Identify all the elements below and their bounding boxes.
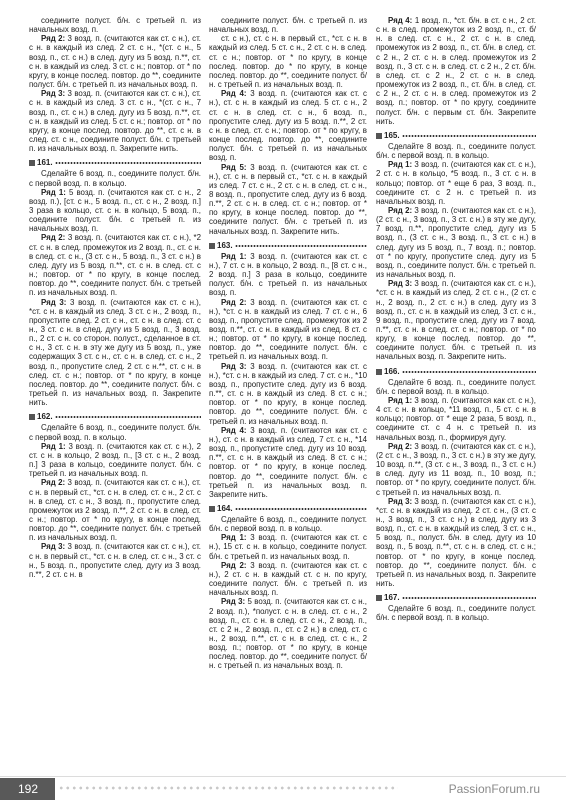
- instruction-paragraph: [376, 604, 536, 622]
- column-1: [29, 16, 201, 768]
- instruction-paragraph: [209, 298, 367, 362]
- heading-dots: [402, 596, 536, 600]
- row-label: Ряд 3:: [41, 542, 66, 552]
- instruction-text: 3 возд. п. (считаются как ст. с н.), ст. с н. в каждый из след. 3 ст. с н., *(ст. с н., 7 возд. п., ст. с н.) в след. дугу из 5 возд. п.**, ст. с н. в каждый из след. 5 ст. с н.; повтор. от * по кругу, в конце послед. повтор. до **, ст. с н. в след. ст. с н., соедините полуст. б/н. с третьей п. из начальных возд. п. Закрепите нить.: [29, 89, 201, 154]
- row-label: Ряд 3:: [221, 361, 247, 371]
- heading-dots: [55, 415, 201, 419]
- instruction-text: Сделайте 6 возд. п., соедините полуст. б/н. с первой возд. п. в кольцо.: [29, 423, 201, 442]
- instruction-paragraph: [209, 362, 367, 426]
- page-number: 192: [18, 782, 39, 796]
- row-label: Ряд 2:: [221, 297, 247, 307]
- instruction-paragraph: [209, 561, 367, 598]
- instruction-paragraph: [209, 252, 367, 298]
- instruction-paragraph: [209, 597, 367, 670]
- instruction-paragraph: [29, 542, 201, 579]
- row-label: Ряд 3:: [388, 496, 413, 506]
- instruction-text: 3 возд. п. (считаются как ст. с н.), ст. с н. в первый ст., *ст. с н. в след. ст. с н., 2 ст. с н. в след. ст. с н., 3 возд. п., пропустите след. промежуток из 2 возд. п.**, 2 ст. с н. в след. ст. с н.; повтор. от * по кругу, в конце послед. повтор. до **, соедините полуст. б/н. с третьей п. из начальных возд. п.: [29, 478, 201, 543]
- instruction-paragraph: [376, 142, 536, 160]
- row-label: Ряд 4:: [221, 425, 247, 435]
- instruction-paragraph: [209, 426, 367, 499]
- instruction-text: ст. с н.), ст. с н. в первый ст., *ст. с н. в каждый из след. 5 ст. с н., 2 ст. с н. в след. ст. с н.; повтор. от * по кругу, в конце послед. повтор. до * по кругу, в конце послед. повтор. до **, соедините полуст. б/н. с третьей п. из начальных возд. п.: [209, 34, 367, 90]
- instruction-text: 3 возд. п. (считаются как ст. с н.), *ст. с н. в каждый из след. 3 ст. с н., 2 возд. п., пропустите след. 2 ст. с н., ст. с н. в след. ст. с н., 3 ст. с н. в след. дугу из 5 возд. п., 3 возд. п., 2 ст. с н. со сторон. полуст., сделанное в ст. с н., 3 ст. с н. в эту же дугу из 5 возд. п., уже содержащих 3 ст. с н., ст. с н. в след. ст. с н., 2 возд. п., пропустите след. 2 ст. с н.**, ст. с н. в след. ст. с н.; повтор. от * по кругу, в конце послед. повтор. до **, соедините полуст. б/н. с третьей п. из начальных возд. п. Закрепите нить.: [29, 297, 201, 408]
- instruction-text: 3 возд. п. (считаются как ст. с н.), *ст. с н. в каждый из след. 7 ст. с н., *10 возд. п., пропустите след. дугу из 6 возд. п.**, ст. с н. в каждый из след. 8 ст. с н.; повтор. от * по кругу, в конце послед. повтор. до **, соедините полуст. б/н. с третьей п. из начальных возд. п.: [209, 361, 367, 426]
- instruction-paragraph: [29, 478, 201, 542]
- row-label: Ряд 1:: [41, 441, 66, 451]
- instruction-paragraph: [376, 442, 536, 497]
- square-bullet-icon: [29, 160, 35, 166]
- instruction-text: 3 возд. п. (считаются как ст. с н.), 4 ст. с н. в кольцо, *11 возд. п., 5 ст. с н. в кольцо; повтор. от * еще 2 раза, 5 возд. п., соедините ст. с 4 н. с третьей п. из начальных возд. п., формируя дугу.: [376, 395, 536, 442]
- instruction-paragraph: [376, 16, 536, 126]
- instruction-paragraph: [29, 34, 201, 89]
- instruction-paragraph: [376, 497, 536, 589]
- instruction-paragraph: [376, 160, 536, 206]
- pattern-number: 162.: [37, 412, 53, 422]
- instruction-text: 3 возд. п. (считаются как ст. с н.), (2 ст. с н., 3 возд. п., 3 ст. с н.) в эту же дугу, 7 возд. п.**, пропустите след. дугу из 5 возд. п., (3 ст. с н., 3 возд. п., 3 ст. с н.) в след. дугу из 5 возд. п., 7 возд. п.; повтор. от * по кругу, пропустите след. дугу из 5 возд. п., соедините полуст. б/н. с третьей п. из начальных возд. п.: [376, 205, 536, 280]
- pattern-number: 161.: [37, 158, 53, 168]
- instruction-text: 3 возд. п. (считаются как ст. с н.), *ст. с н. в каждый из след. 2 ст. с н., (3 ст. с н., 3 возд. п., 3 ст. с н.) в след. дугу из 3 возд. п., ст. с н. в каждый из след. 3 ст. с н., 5 возд. п., полуст. б/н. в след. дугу из 10 возд. п., 5 возд. п.**, ст. с н. в след. ст. с н.; повтор. от * по кругу, в конце послед. повтор. до **, соедините полуст. б/н. с третьей п. из начальных возд. п. Закрепите нить.: [376, 496, 536, 589]
- pattern-heading: [29, 412, 201, 422]
- row-label: Ряд 2:: [41, 478, 66, 488]
- square-bullet-icon: [376, 133, 382, 139]
- pattern-number: 163.: [217, 240, 233, 250]
- instruction-paragraph: [209, 163, 367, 236]
- pattern-number: 164.: [217, 503, 233, 513]
- heading-dots: [235, 507, 367, 511]
- instruction-paragraph: [209, 34, 367, 89]
- instruction-text: 3 возд. п. (считаются как ст. с н.), *ст. с н. в каждый из след. 7 ст. с н., 6 возд. п., пропустите след. промежуток из 2 возд. п.**, ст. с н. в каждый из след. 8 ст. с н.; повтор. от * по кругу, в конце послед. повтор. до **, соедините полуст. б/н. с третьей п. из начальных возд. п.: [209, 297, 367, 362]
- instruction-text: Сделайте 6 возд. п., соедините полуст. б/н. с первой возд. п. в кольцо.: [29, 169, 201, 188]
- instruction-text: Сделайте 8 возд. п., соедините полуст. б/н. с первой возд. п. в кольцо.: [376, 141, 536, 161]
- row-label: Ряд 1:: [388, 395, 413, 405]
- footer-rule: [0, 776, 566, 777]
- instruction-text: 3 возд. п. (считаются как ст. с н.), ст. с н. в каждый из след. 7 ст. с н., *14 возд. п., пропустите след. дугу из 10 возд. п.**, ст. с н. в каждый из след. 8 ст. с н.; повтор. от * по кругу, в конце послед. повтор. до **, соедините полуст. б/н. с третьей п. из начальных возд. п. Закрепите нить.: [209, 425, 367, 499]
- instruction-paragraph: [29, 442, 201, 479]
- instruction-text: 3 возд. п. (считаются как ст. с н.), ст. с н. в первый ст., *ст. с н. в каждый из след. 7 ст. с н., 2 ст. с н. в след. ст. с н., 8 возд. п., пропустите след. дугу из 6 возд. п.**, 2 ст. с н. в след. ст. с н.; повтор. от * по кругу, в конце послед. повтор. до **, соедините полуст. б/н. с третьей п. из начальных возд. п. Закрепите нить.: [209, 162, 367, 236]
- instruction-text: 3 возд. п. (считаются как ст. с н.), 2 ст. с н. в кольцо, *5 возд. п., 3 ст. с н. в кольцо; повтор. от * еще 6 раз, 3 возд. п., соедините ст. с 2 н. с третьей п. из начальных возд. п.: [376, 160, 536, 206]
- instruction-paragraph: [209, 16, 367, 34]
- instruction-text: Сделайте 6 возд. п., соедините полуст. б/н. с первой возд. п. в кольцо.: [376, 377, 536, 396]
- row-label: Ряд 2:: [41, 233, 66, 243]
- instruction-text: 5 возд. п. (считаются как ст. с н., 2 возд. п.), [ст. с н., 5 возд. п., ст. с н., 2 возд. п.] 3 раза в кольцо, ст. с н. в кольцо, 5 возд. п., соедините полуст. б/н. с третьей п. из начальных возд. п.: [29, 187, 201, 234]
- pattern-heading: [29, 158, 201, 168]
- instruction-text: 3 возд. п. (считаются как ст. с н.), (2 ст. с н., 3 возд. п., 3 ст. с н.) в эту же дугу, 10 возд. п.**, (3 ст. с н., 3 возд. п., 3 ст. с н.) в след. дугу из 11 возд. п., 10 возд. п.; повтор. от * по кругу, соедините полуст. б/н. с третьей п. из начальных возд. п.: [376, 441, 536, 497]
- instruction-paragraph: [29, 16, 201, 34]
- instruction-text: 1 возд. п., *ст. б/н. в ст. с н., 2 ст. с н. в след. промежуток из 2 возд. п., ст. б/н. в след. ст. с н., 2 ст. с н. в след. промежуток из 2 возд. п., ст. б/н. в след. ст. с 2 н., 2 ст. с н. в след. промежуток из 2 возд. п., 3 ст. с н. в след. ст. с 2 н., 2 ст. б/н. в след. ст. с 2 н., 2 ст. с н. в след. промежуток из 2 возд. п., ст. б/н. в след. ст. с 2 н., 2 ст. с н. в след. промежуток из 2 возд. п.; повтор. от * по кругу, соедините полуст. б/н. с первым ст. б/н. Закрепите нить.: [376, 16, 536, 126]
- row-label: Ряд 3:: [41, 297, 67, 307]
- instruction-text: 3 возд. п. (считаются как ст. с н.), 7 ст. с н. в кольцо, 2 возд. п., [8 ст. с н., 2 возд. п.] 3 раза в кольцо, соедините полуст. б/н. с третьей п. из начальных возд. п.: [209, 251, 367, 298]
- instruction-text: 3 возд. п. (считаются как ст. с н.), ст. с н. в первый ст., *ст. с н. в след. ст. с н., 3 ст. с н., 5 возд. п., пропустите след. дугу из 3 возд. п.**, 2 ст. с н. в: [29, 542, 201, 579]
- instruction-text: 3 возд. п. (считаются как ст. с н.), 2 ст. с н. в каждый ст. с н. по кругу, соедините полуст. б/н. с третьей п. из начальных возд. п.: [209, 560, 367, 598]
- pattern-number: 165.: [384, 130, 400, 140]
- pattern-number: 167.: [384, 593, 400, 603]
- instruction-paragraph: [209, 515, 367, 533]
- pattern-heading: [376, 367, 536, 377]
- square-bullet-icon: [376, 595, 382, 601]
- instruction-text: Сделайте 6 возд. п., соедините полуст. б/н. с первой возд. п. в кольцо.: [376, 604, 536, 623]
- square-bullet-icon: [29, 414, 35, 420]
- instruction-text: 3 возд. п. (считаются как ст. с н.), 15 ст. с н. в кольцо, соедините полуст. б/н. с третьей п. из начальных возд. п.: [209, 533, 367, 561]
- row-label: Ряд 4:: [388, 16, 413, 25]
- heading-dots: [235, 244, 367, 248]
- instruction-paragraph: [376, 396, 536, 442]
- row-label: Ряд 1:: [221, 251, 247, 261]
- instruction-paragraph: [209, 89, 367, 162]
- instruction-paragraph: [376, 206, 536, 279]
- instruction-paragraph: [29, 188, 201, 234]
- instruction-text: соедините полуст. б/н. с третьей п. из начальных возд. п.: [209, 16, 367, 35]
- watermark: PassionForum.ru: [448, 782, 540, 796]
- instruction-paragraph: [376, 279, 536, 361]
- instruction-paragraph: [209, 533, 367, 560]
- column-2: [209, 16, 367, 768]
- instruction-text: соедините полуст. б/н. с третьей п. из начальных возд. п.: [29, 16, 201, 35]
- row-label: Ряд 3:: [221, 597, 246, 607]
- row-label: Ряд 1:: [41, 187, 66, 197]
- row-label: Ряд 1:: [221, 533, 247, 543]
- instruction-paragraph: [29, 233, 201, 297]
- pattern-heading: [376, 593, 536, 603]
- square-bullet-icon: [376, 369, 382, 375]
- instruction-paragraph: [29, 89, 201, 153]
- instruction-paragraph: [376, 378, 536, 396]
- heading-dots: [55, 161, 201, 165]
- row-label: Ряд 4:: [221, 89, 247, 99]
- instruction-text: 3 возд. п. (считаются как ст. с н.), ст. с н. в каждый из след. 5 ст. с н., 2 ст. с н. в след. ст. с н., 6 возд. п., пропустите след. дугу из 5 возд. п.**, 2 ст. с н. в след. ст. с н.; повтор. от * по кругу, в конце послед. повтор. до **, соедините полуст. б/н. с третьей п. из начальных возд. п.: [209, 89, 367, 163]
- heading-dots: [402, 370, 536, 374]
- instruction-text: 3 возд. п. (считаются как ст. с н.), 2 ст. с н. в кольцо, 2 возд. п., [3 ст. с н., 2 возд. п.] 3 раза в кольцо, соедините полуст. б/н. с третьей п. из начальных возд. п.: [29, 441, 201, 479]
- square-bullet-icon: [209, 506, 215, 512]
- instruction-text: 3 возд. п. (считаются как ст. с н.), ст. с н. в каждый из след. 2 ст. с н., *(ст. с н., 5 возд. п., ст. с н.) в след. дугу из 5 возд. п.**, ст. с н. в каждый из след. 3 ст. с н.; повтор. от * по кругу, в конце послед. повтор. до **, соедините полуст. б/н. с третьей п. из начальных возд. п.: [29, 34, 201, 90]
- pattern-number: 166.: [384, 366, 400, 376]
- footer-dots: [58, 785, 398, 791]
- row-label: Ряд 3:: [41, 89, 66, 99]
- row-label: Ряд 2:: [41, 34, 66, 44]
- instruction-text: 3 возд. п. (считаются как ст. с н.), *ст. с н. в каждый из след. 2 ст. с н., (2 ст. с н., 2 возд. п., 2 ст. с н.) в след. дугу из 3 возд. п., ст. с н. в каждый из след. 3 ст. с н., 9 возд. п., пропустите след. дугу из 7 возд. п.**, ст. с н. в след. ст. с н.; повтор. от * по кругу, в конце послед. повтор. до **, соедините полуст. б/н. с третьей п. из начальных возд. п. Закрепите нить.: [376, 279, 536, 362]
- pattern-heading: [209, 504, 367, 514]
- square-bullet-icon: [209, 243, 215, 249]
- pattern-heading: [209, 241, 367, 251]
- instruction-paragraph: [29, 423, 201, 441]
- row-label: Ряд 2:: [388, 205, 413, 215]
- instruction-text: 3 возд. п. (считаются как ст. с н.), *2 ст. с н. в след. промежуток из 2 возд. п., ст. с н. в след. ст. с н., (3 ст. с н., 5 возд. п., 3 ст. с н.) в след. дугу из 5 возд. п.**, ст. с н. в след. ст. с н.; повтор. от * по кругу, в конце послед. повтор. до **, соедините полуст. б/н. с третьей п. из начальных возд. п.: [29, 233, 201, 298]
- instruction-text: 5 возд. п. (считаются как ст. с н., 2 возд. п.), *полуст. с н. в след. ст. с н., 2 возд. п., ст. с н. в след. ст. с н., 2 возд. п., ст. с 2 н., 2 возд. п., ст. с 2 н.) в след. ст. с н., 2 возд. п.**, ст. с н. в след. ст. с н., 2 возд. п.; повтор. от * по кругу, в конце послед. повтор. до **, соедините полуст. б/н. с третьей п. из начальных возд. п.: [209, 597, 367, 671]
- row-label: Ряд 1:: [388, 160, 413, 170]
- pattern-heading: [376, 131, 536, 141]
- row-label: Ряд 3:: [388, 279, 413, 289]
- heading-dots: [402, 134, 536, 138]
- row-label: Ряд 2:: [221, 560, 247, 570]
- instruction-text: Сделайте 6 возд. п., соедините полуст. б/н. с первой возд. п. в кольцо.: [209, 514, 367, 534]
- row-label: Ряд 2:: [388, 441, 413, 451]
- column-3: [376, 16, 536, 768]
- instruction-paragraph: [29, 169, 201, 187]
- instruction-paragraph: [29, 298, 201, 408]
- row-label: Ряд 5:: [221, 162, 247, 172]
